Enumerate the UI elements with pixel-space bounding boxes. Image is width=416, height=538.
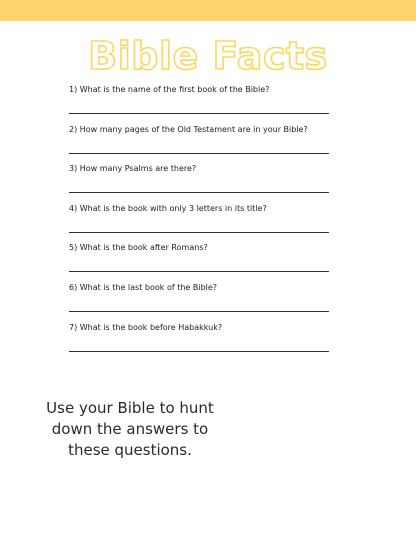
answer-line [69, 153, 329, 154]
top-banner [0, 0, 416, 21]
question-list [69, 84, 329, 361]
question-text: 6) What is the last book of the Bible? [69, 282, 218, 292]
question-text: 7) What is the book before Habakkuk? [69, 322, 223, 332]
question-text: 4) What is the book with only 3 letters in its title? [69, 203, 267, 213]
answer-line [69, 271, 329, 272]
instruction-line: down the answers to [51, 420, 209, 438]
answer-line [69, 351, 329, 352]
answer-line [69, 113, 329, 114]
instruction-line: Use your Bible to hunt [46, 399, 214, 417]
instruction-text [28, 398, 232, 461]
question-item [69, 322, 329, 362]
question-text: 1) What is the name of the first book of the Bible? [69, 85, 270, 94]
question-text: 3) How many Psalms are there? [69, 164, 197, 174]
question-item [69, 163, 329, 203]
question-item [69, 282, 329, 322]
question-item [69, 84, 329, 124]
answer-line [69, 311, 329, 312]
answer-line [69, 232, 329, 233]
page-title: Bible Facts [88, 34, 328, 78]
answer-line [69, 192, 329, 193]
instruction-line: these questions. [68, 441, 192, 459]
question-text: 5) What is the book after Romans? [69, 243, 208, 253]
question-item [69, 124, 329, 164]
question-text: 2) How many pages of the Old Testament are in your Bible? [69, 124, 308, 134]
question-item [69, 203, 329, 243]
question-item [69, 242, 329, 282]
